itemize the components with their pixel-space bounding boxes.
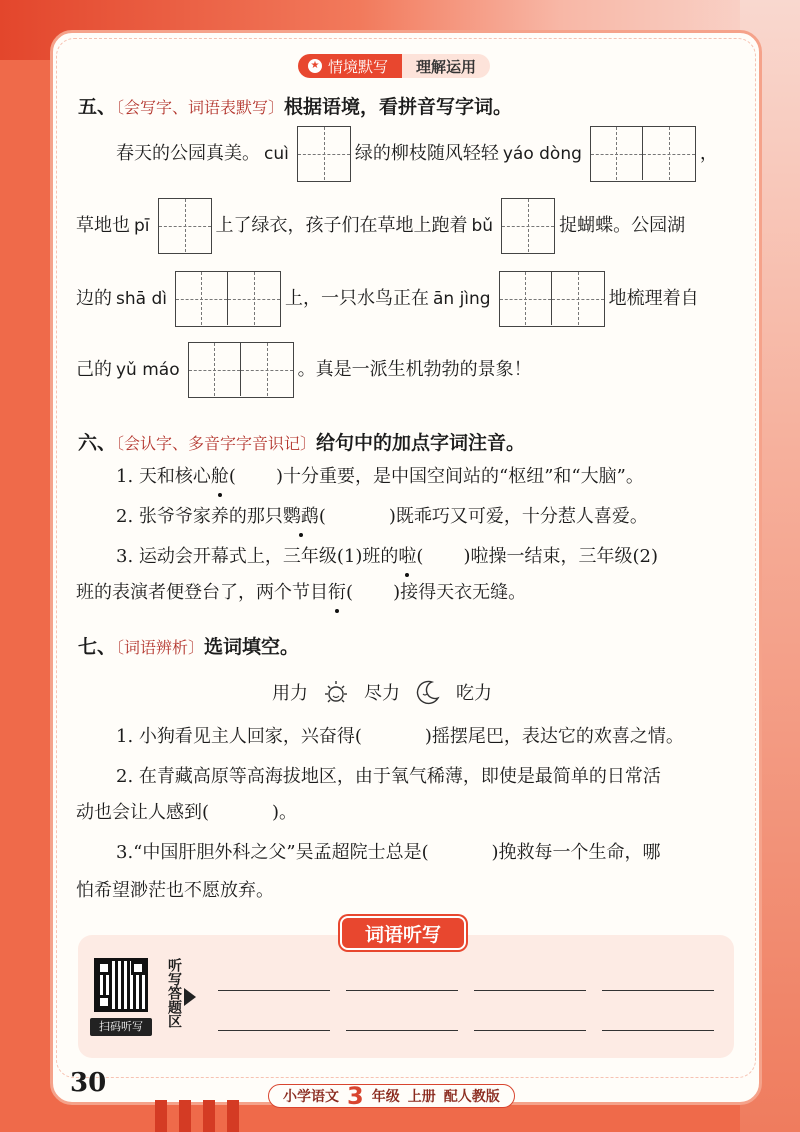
sec6-question-1 [116,464,644,490]
tab-comprehension: 理解运用 [402,54,490,78]
section-tag: 〔会认字、多音字字音识记〕 [116,434,317,453]
dotted-char: 鹦鹉 [283,504,319,530]
pinyin: shā dì [116,289,167,309]
text: ， [699,143,718,164]
section-tag: 〔会写字、词语表默写〕 [116,98,285,117]
text: 啦操一结束，三年级(2) [470,546,659,567]
text: 班的表演者便登台了，两个节目 [76,582,328,603]
pinyin: pī [134,216,150,236]
text: 3.“中国肝胆外科之父”吴孟超院士总是 [116,842,422,863]
writing-grid[interactable] [175,271,281,327]
pinyin: yáo dòng [502,144,582,164]
section-tag: 〔词语辨析〕 [116,638,205,657]
writing-grid[interactable] [501,198,555,254]
page-number: 30 [70,1068,107,1098]
sec7-question-2-cont [76,800,297,826]
word-choices [272,678,492,706]
word-choice: 尽力 [364,683,400,704]
sec5-line-4 [76,342,532,398]
qr-code-icon[interactable] [94,958,148,1012]
writing-grid[interactable] [297,126,351,182]
text: 接得天衣无缝。 [400,582,527,603]
writing-grid[interactable] [188,342,294,398]
text: 捉蝴蝶。公园湖 [559,215,686,236]
answer-blank[interactable]: ( ) [228,466,284,487]
section-instruction: 根据语境，看拼音写字词。 [284,96,513,118]
grid-cell[interactable] [552,272,604,325]
grid-cell[interactable] [241,343,293,396]
section-7-title [78,632,299,659]
text: 己的 [76,359,112,380]
pinyin: yǔ máo [116,360,180,380]
moon-icon [414,678,442,706]
answer-blank[interactable]: ( ) [346,582,401,603]
dictation-blank[interactable] [474,990,586,991]
writing-grid[interactable] [499,271,605,327]
answer-blank[interactable]: ( ) [354,726,432,747]
text: 2. 在青藏高原等高海拔地区，由于氧气稀薄，即使是最简单的日常活 [116,766,661,787]
text: 春天的公园真美。 [116,143,260,164]
dotted-char: 衔 [328,580,346,606]
grid-cell[interactable] [228,272,280,325]
section-number: 七、 [78,636,117,658]
section-tabs [298,54,490,78]
dotted-char: 舱 [211,464,229,490]
grid-cell[interactable] [500,272,552,325]
sec7-question-2 [116,764,661,790]
sun-icon [322,678,350,706]
text: 动也会让人感到 [76,802,202,823]
text: 3. 运动会开幕式上，三年级(1)班的 [116,546,399,567]
sec5-line-2 [76,198,685,254]
grid-cell[interactable] [189,343,241,396]
answer-blank[interactable]: ( ) [318,506,396,527]
sec7-question-3-cont [76,878,274,904]
grid-cell[interactable] [643,127,695,180]
star-icon: ★ [308,59,322,73]
grid-cell[interactable] [591,127,643,180]
text: 草地也 [76,215,130,236]
text: 挽救每一个生命，哪 [498,842,661,863]
sec5-line-1 [116,126,718,182]
text: 摇摆尾巴，表达它的欢喜之情。 [431,726,684,747]
sec6-question-2 [116,504,648,530]
dotted-char: 啦 [398,544,416,570]
section-number: 五、 [78,96,117,118]
pinyin: ān jìng [432,289,491,309]
grid-cell[interactable] [502,199,554,252]
edition: 配人教版 [443,1089,500,1105]
section-instruction: 选词填空。 [204,636,300,658]
text: 十分重要，是中国空间站的“枢纽”和“大脑”。 [283,466,644,487]
answer-blank[interactable]: ( ) [202,802,279,823]
text: 既乖巧又可爱，十分惹人喜爱。 [395,506,648,527]
dictation-blank[interactable] [346,990,458,991]
tab-active-label: 情境默写 [328,57,389,76]
grid-cell[interactable] [176,272,228,325]
subject: 小学语文 [283,1089,339,1105]
grade: 年级 [371,1089,400,1105]
dictation-blank[interactable] [218,1030,330,1031]
dictation-blank[interactable] [602,1030,714,1031]
sec6-question-3-cont [76,580,526,606]
dictation-blank[interactable] [602,990,714,991]
dictation-blank[interactable] [474,1030,586,1031]
dictation-blank[interactable] [346,1030,458,1031]
text: 上了绿衣，孩子们在草地上跑着 [215,215,468,236]
section-6-title [78,428,525,455]
grid-cell[interactable] [159,199,211,252]
sec7-question-1 [116,724,684,750]
pinyin: bǔ [471,216,494,236]
text: 绿的柳枝随风轻轻 [354,143,499,164]
answer-blank[interactable]: ( ) [416,546,471,567]
arrow-right-icon [184,988,196,1006]
dictation-blank[interactable] [218,990,330,991]
grade-number: 3 [347,1082,364,1110]
text: 边的 [76,288,112,309]
grid-cell[interactable] [298,127,350,180]
qr-label: 扫码听写 [90,1018,152,1036]
sec7-question-3 [116,840,661,866]
answer-blank[interactable]: ( ) [421,842,499,863]
writing-grid[interactable] [590,126,696,182]
footer-book-info [268,1084,515,1108]
text: 。真是一派生机勃勃的景象！ [297,359,532,380]
text: 怕希望渺茫也不愿放弃。 [76,880,274,901]
footer-stripes [155,1100,245,1132]
word-choice: 用力 [272,683,308,704]
sec5-line-3 [76,271,699,327]
answer-area-label: 听写答题区 [166,958,182,1028]
term: 上册 [407,1089,436,1105]
text: 2. 张爷爷家养的那只 [116,506,283,527]
text: 上，一只水鸟正在 [284,288,429,309]
writing-grid[interactable] [158,198,212,254]
section-instruction: 给句中的加点字词注音。 [316,432,526,454]
text: 地梳理着自 [608,288,699,309]
section-5-title [78,92,512,119]
section-number: 六、 [78,432,117,454]
tab-situational-dictation [298,54,402,78]
dictation-title: 词语听写 [340,916,466,950]
text: 1. 小狗看见主人回家，兴奋得 [116,726,355,747]
text: 。 [278,802,297,823]
word-choice: 吃力 [456,683,492,704]
pinyin: cuì [264,144,289,164]
sec6-question-3 [116,544,658,570]
text: 1. 天和核心 [116,466,211,487]
